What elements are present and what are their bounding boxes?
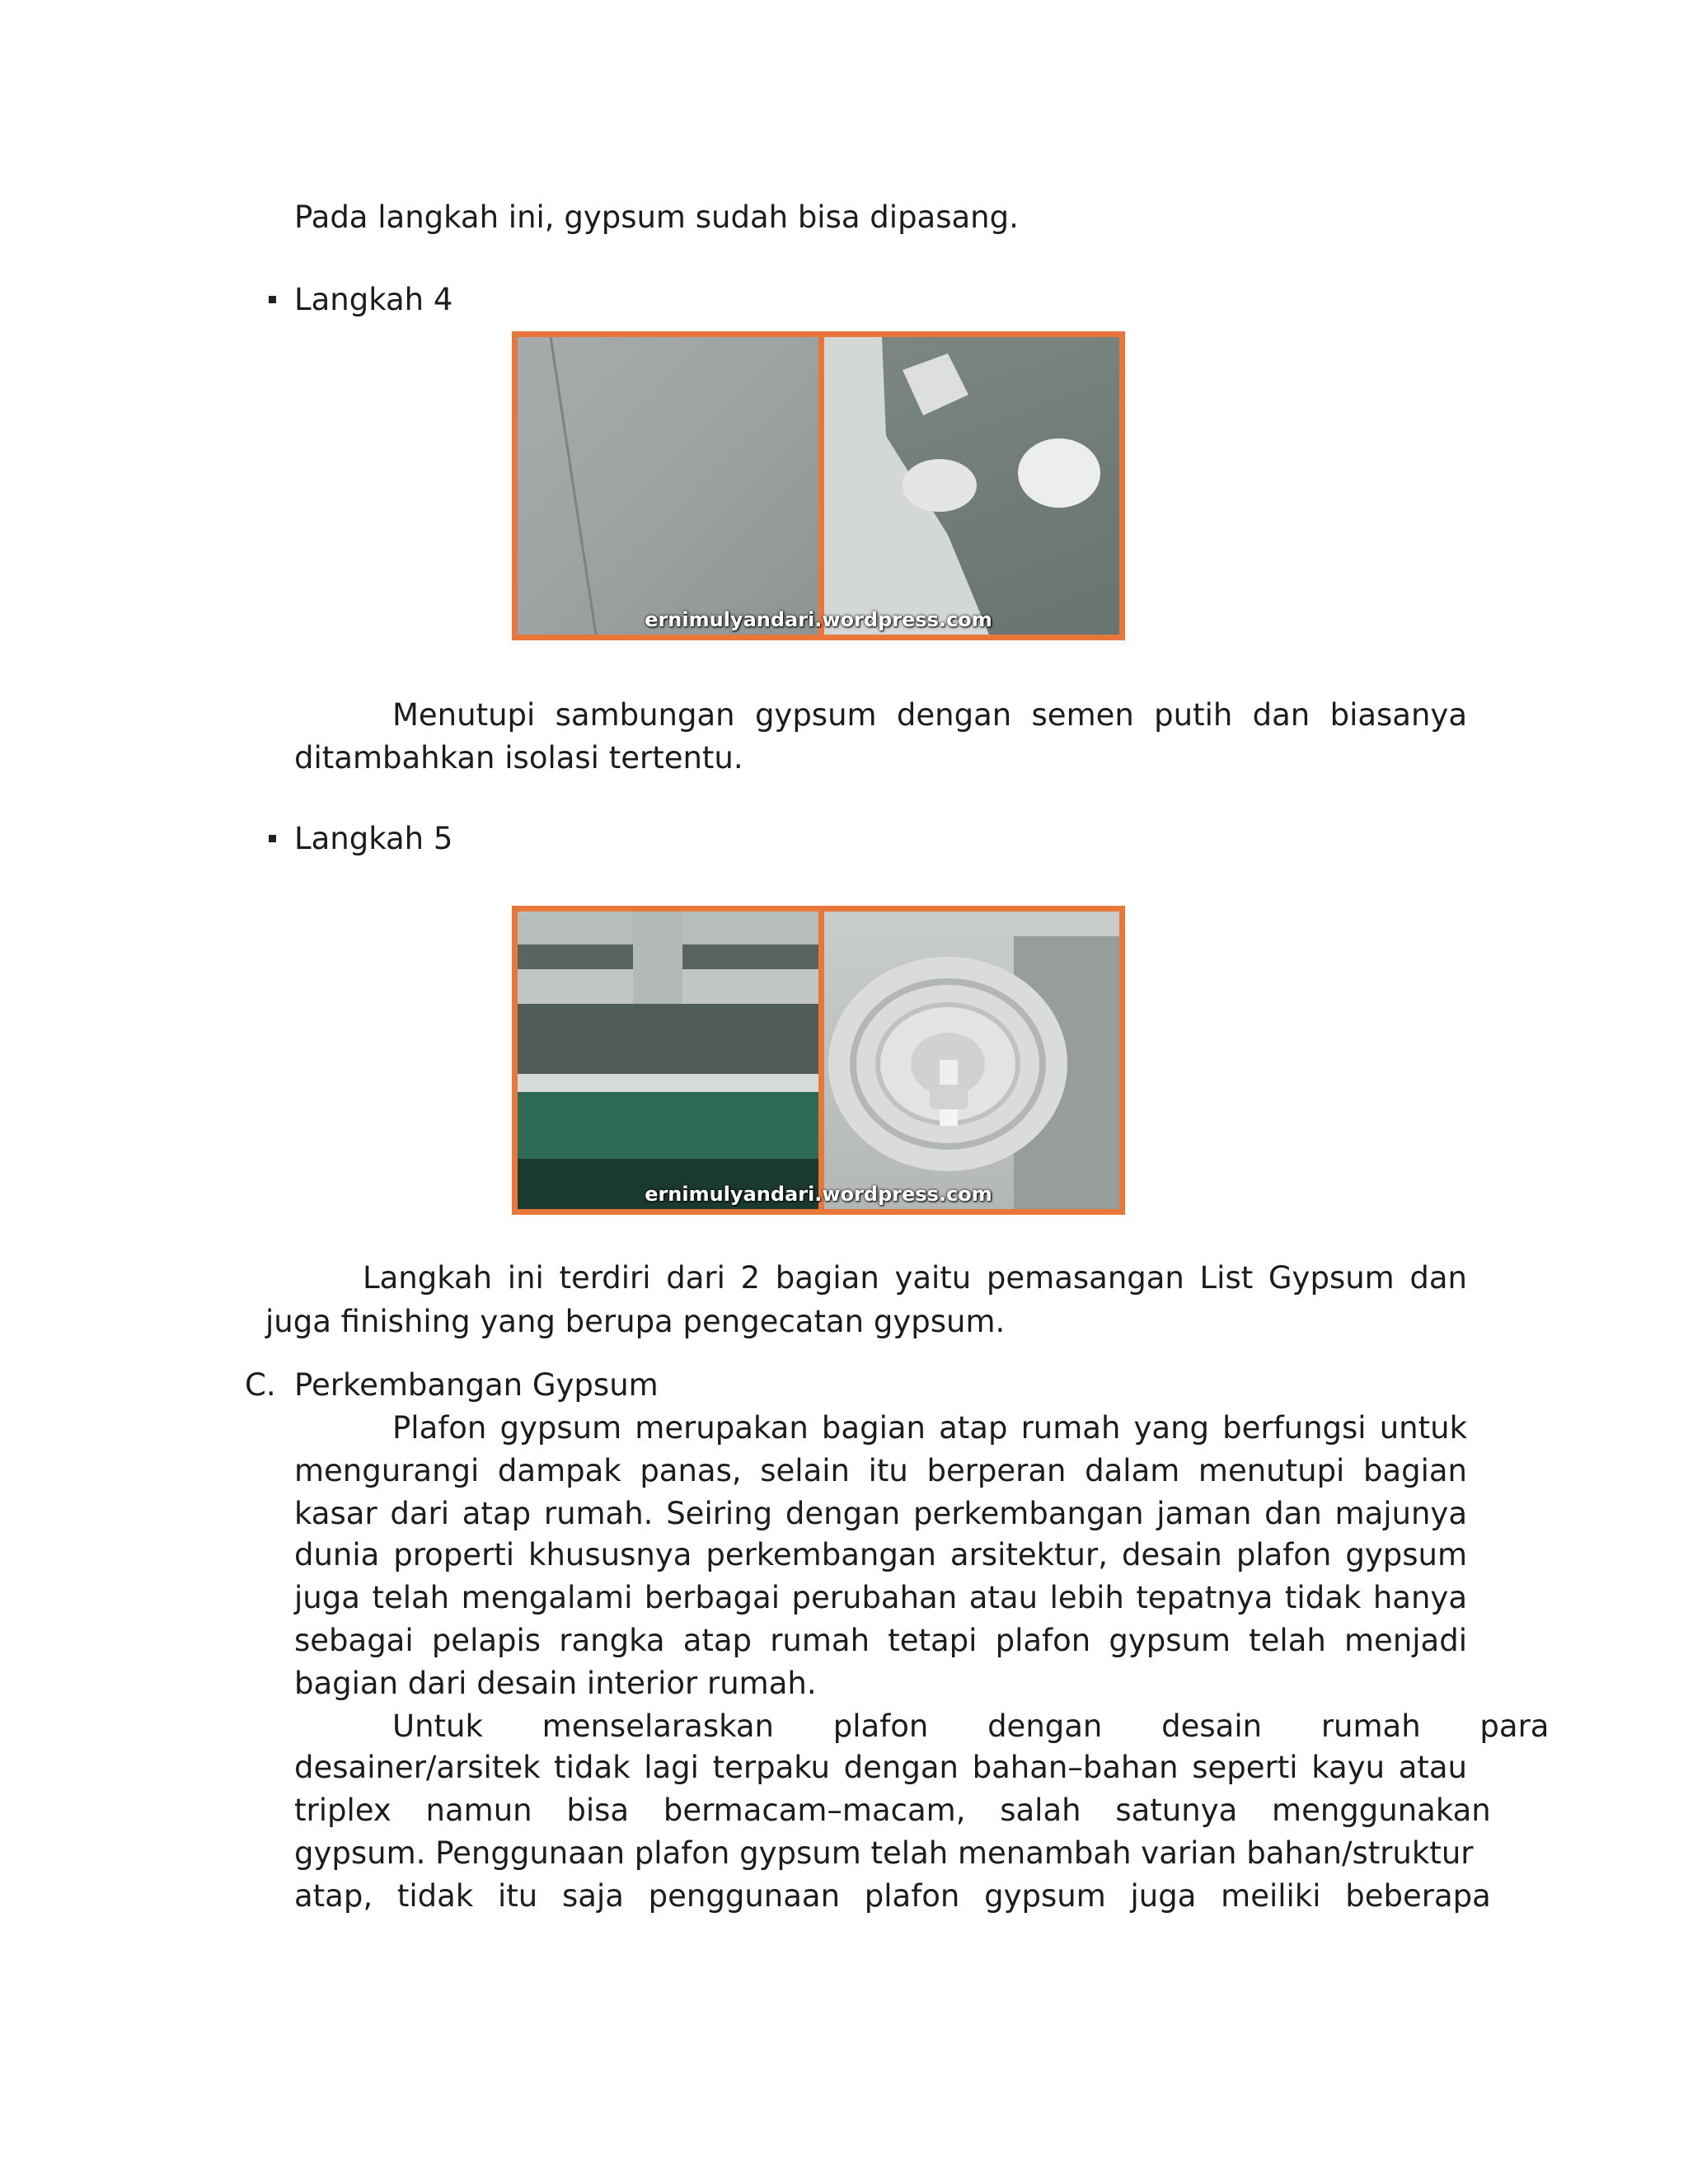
section-c-heading: Perkembangan Gypsum [294, 1367, 659, 1403]
para1-line: juga telah mengalami berbagai perubahan atau lebih tepatnya tidak hanya [294, 1580, 1467, 1615]
para1-line: dunia properti khususnya perkembangan arsitektur, desain plafon gypsum [294, 1537, 1467, 1572]
para2-line: atap, tidak itu saja penggunaan plafon gypsum juga meiliki beberapa [294, 1878, 1491, 1914]
section-c-marker: C. [245, 1367, 276, 1403]
para1-line: bagian dari desain interior rumah. [294, 1666, 817, 1701]
photo-watermark: ernimulyandari.wordpress.com [645, 608, 992, 631]
step-5-label: Langkah 5 [294, 821, 453, 856]
para2-line: desainer/arsitek tidak lagi terpaku dengan bahan–bahan seperti kayu atau [294, 1750, 1467, 1785]
bullet-marker [269, 835, 276, 842]
photo-watermark: ernimulyandari.wordpress.com [645, 1183, 992, 1206]
intro-text: Pada langkah ini, gypsum sudah bisa dipasang. [294, 199, 1019, 235]
step-4-caption-line-1: Menutupi sambungan gypsum dengan semen putih dan biasanya [392, 697, 1467, 733]
para1-line: kasar dari atap rumah. Seiring dengan perkembangan jaman dan majunya [294, 1496, 1467, 1531]
step-5-photo [512, 906, 1125, 1215]
step-4-label: Langkah 4 [294, 282, 453, 317]
plastered-joint-photo [824, 337, 1119, 635]
ceiling-medallion-photo [824, 912, 1119, 1209]
step-5-caption-line-1: Langkah ini terdiri dari 2 bagian yaitu pemasangan List Gypsum dan [363, 1260, 1467, 1296]
step-4-photo [512, 331, 1125, 640]
list-gypsum-photo [518, 912, 818, 1209]
para2-line: Untuk menselaraskan plafon dengan desain rumah para [392, 1708, 1550, 1744]
bullet-marker [269, 296, 276, 303]
para1-line: mengurangi dampak panas, selain itu berperan dalam menutupi bagian [294, 1453, 1467, 1488]
para2-line: triplex namun bisa bermacam–macam, salah satunya menggunakan [294, 1793, 1491, 1828]
ceiling-joint-photo [518, 337, 818, 635]
para1-line: Plafon gypsum merupakan bagian atap rumah yang berfungsi untuk [392, 1410, 1467, 1446]
para2-line: gypsum. Penggunaan plafon gypsum telah menambah varian bahan/struktur [294, 1835, 1474, 1871]
step-4-caption-line-2: ditambahkan isolasi tertentu. [294, 740, 743, 776]
para1-line: sebagai pelapis rangka atap rumah tetapi plafon gypsum telah menjadi [294, 1623, 1467, 1658]
step-5-caption-line-2: juga finishing yang berupa pengecatan gypsum. [265, 1304, 1006, 1339]
